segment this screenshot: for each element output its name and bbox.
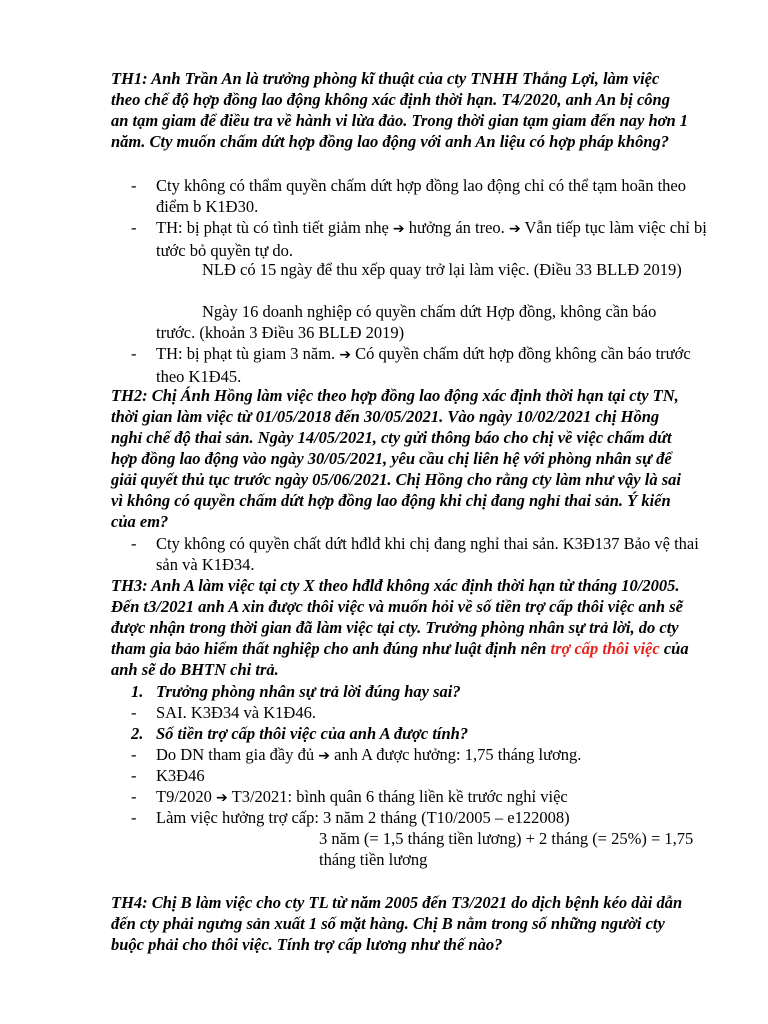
answer-text: Có quyền chấm dứt hợp đồng không cần báo trước theo K1Đ45. [156, 344, 691, 386]
question-text: của anh sẽ do BHTN chi trả. [111, 639, 689, 679]
answer-text: Do DN tham gia đầy đủ [156, 745, 315, 764]
case-3-question [111, 575, 691, 680]
case-1-answer-3 [131, 343, 716, 387]
bullet-dash: - [131, 766, 137, 785]
case-3-answer-4 [131, 786, 716, 809]
case-3-calculation: 3 năm (= 1,5 tháng tiền lương) + 2 tháng (= 25%) = 1,75 tháng tiền lương [319, 829, 694, 869]
list-number: 2. [131, 724, 144, 743]
bullet-dash: - [131, 176, 137, 195]
answer-text: T9/2020 [156, 787, 212, 806]
case-3-answer-1 [131, 702, 716, 723]
case-1-answer-2 [131, 217, 716, 261]
case-2-question: TH2: Chị Ánh Hồng làm việc theo hợp đồng lao động xác định thời hạn tại cty TN, thời gian làm việc từ 01/05/2018 đến 30/05/2021. Vào ngày 10/02/2021 chị Hồng nghỉ chế độ thai sản. Ngày 14/05/2021, cty gửi thông báo cho chị về việc chấm dứt hợp đồng lao động vào ngày 30/05/2021, yêu cầu chị liên hệ với phòng nhân sự để giải quyết thủ tục trước ngày 05/06/2021. Chị Hồng cho rằng cty làm như vậy là sai vì không có quyền chấm dứt hợp đồng lao động khi chị đang nghỉ thai sản. Ý kiến của em? [111, 386, 681, 531]
answer-text: anh A được hưởng: 1,75 tháng lương. [334, 745, 582, 764]
answer-text: TH: bị phạt tù có tình tiết giảm nhẹ [156, 218, 389, 237]
arrow-icon: ➔ [508, 221, 521, 237]
case-3-answer-3 [131, 765, 716, 786]
case-1-answer-1 [131, 175, 716, 217]
answer-text: K3Đ46 [156, 766, 205, 785]
case-2-answer-1 [131, 533, 716, 575]
arrow-icon: ➔ [216, 790, 228, 806]
answer-text: SAI. K3Đ34 và K1Đ46. [156, 703, 316, 722]
bullet-dash: - [131, 218, 137, 237]
bullet-dash: - [131, 534, 137, 553]
arrow-icon: ➔ [318, 748, 330, 764]
bullet-dash: - [131, 808, 137, 827]
bullet-dash: - [131, 787, 137, 806]
arrow-icon: ➔ [392, 221, 405, 237]
subquestion-text: Số tiền trợ cấp thôi việc của anh A được tính? [156, 724, 469, 743]
case-3-subquestion-1 [131, 681, 716, 702]
arrow-icon: ➔ [339, 347, 352, 363]
bullet-dash: - [131, 344, 137, 363]
answer-text: Làm việc hưởng trợ cấp: 3 năm 2 tháng (T10/2005 – e122008) [156, 808, 570, 827]
case-3-answer-2 [131, 744, 716, 767]
case-1-question: TH1: Anh Trần An là trưởng phòng kĩ thuật của cty TNHH Thắng Lợi, làm việc theo chế độ hợp đồng lao động không xác định thời hạn. T4/2020, anh An bị công an tạm giam để điều tra về hành vi lừa đảo. Trong thời gian tạm giam đến nay hơn 1 năm. Cty muốn chấm dứt hợp đồng lao động với anh An liệu có hợp pháp không? [111, 69, 689, 151]
answer-text: hưởng án treo. [408, 218, 505, 237]
highlighted-term: trợ cấp thôi việc [550, 639, 660, 658]
case-4-question: TH4: Chị B làm việc cho cty TL từ năm 2005 đến T3/2021 do dịch bệnh kéo dài dẫn đến cty phải ngưng sản xuất 1 số mặt hàng. Chị B nằm trong số những người cty buộc phải cho thôi việc. Tính trợ cấp lương như thế nào? [111, 893, 683, 954]
answer-text: TH: bị phạt tù giam 3 năm. [156, 344, 336, 363]
answer-text: Cty không có quyền chất dứt hđlđ khi chị đang nghỉ thai sản. K3Đ137 Bảo vệ thai sản và K1Đ34. [156, 534, 699, 574]
answer-text: Vẫn tiếp tục làm việc chỉ bị tước bỏ quyền tự do. [156, 218, 707, 260]
case-1-note-2: Ngày 16 doanh nghiệp có quyền chấm dứt Hợp đồng, không cần báo trước. (khoản 3 Điều 36 BLLĐ 2019) [156, 302, 657, 342]
list-number: 1. [131, 682, 144, 701]
bullet-dash: - [131, 703, 137, 722]
answer-text: Cty không có thẩm quyền chấm dứt hợp đồng lao động chỉ có thể tạm hoãn theo điểm b K1Đ30. [156, 176, 686, 216]
answer-text: T3/2021: bình quân 6 tháng liền kề trước nghỉ việc [231, 787, 568, 806]
case-1-note-1: NLĐ có 15 ngày để thu xếp quay trở lại làm việc. (Điều 33 BLLĐ 2019) [202, 260, 682, 279]
question-text: TH3: Anh A làm việc tại cty X theo hđlđ không xác định thời hạn từ tháng 10/2005. Đến t3/2021 anh A xin được thôi việc và muốn hỏi về số tiền trợ cấp thôi việc anh sẽ được nhận trong thời gian đã làm việc tại cty. Trưởng phòng nhân sự trả lời, do cty tham gia bảo hiểm thất nghiệp cho anh đúng như luật định nên [111, 576, 683, 658]
subquestion-text: Trưởng phòng nhân sự trả lời đúng hay sai? [156, 682, 461, 701]
case-3-subquestion-2 [131, 723, 716, 744]
bullet-dash: - [131, 745, 137, 764]
case-3-answer-5 [131, 807, 716, 828]
